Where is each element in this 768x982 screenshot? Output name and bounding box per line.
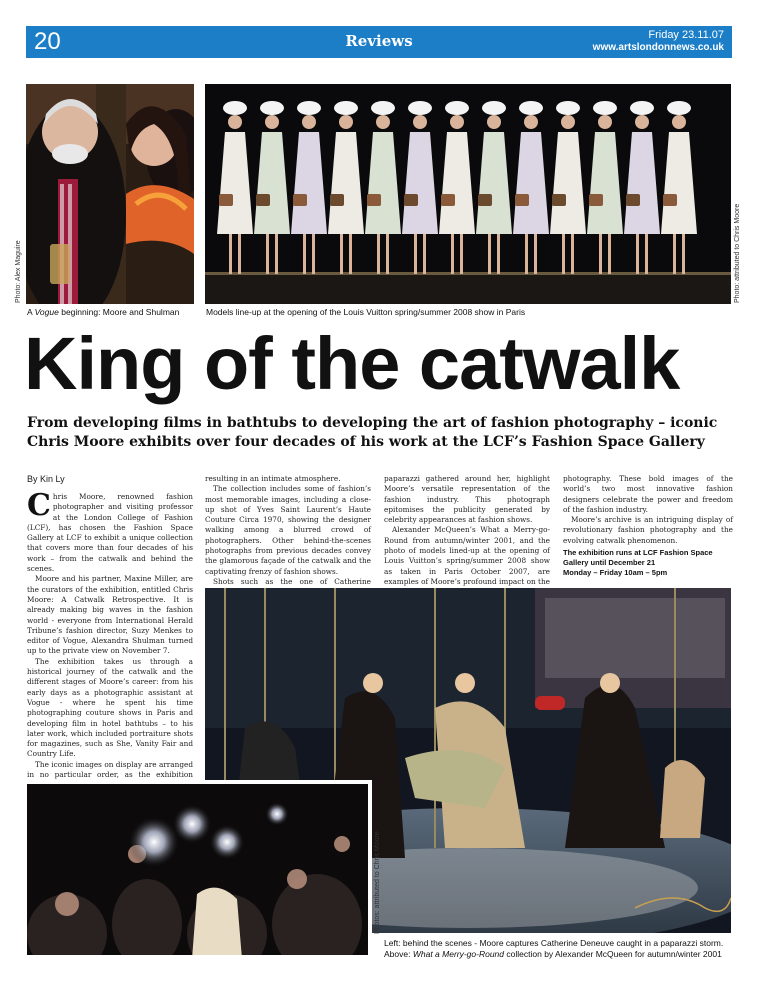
caption-line-1: Left: behind the scenes - Moore captures Catherine Deneuve caught in a paparazzi storm.	[384, 938, 724, 948]
exhibition-dates: Gallery until December 21	[563, 558, 656, 567]
carousel-photo-credit: Photos: attributed to Chris Moore	[374, 831, 381, 934]
portrait-photo	[26, 84, 194, 304]
paragraph: The iconic images on display are arranged in no particular order, as the exhibition	[27, 759, 193, 780]
drop-cap: C	[27, 488, 51, 523]
byline: By Kin Ly	[27, 474, 65, 484]
website-link[interactable]: www.artslondonnews.co.uk	[592, 42, 724, 53]
header-bar	[26, 26, 732, 58]
standfirst: From developing films in bathtubs to developing the art of fashion photography – iconic Chris Moore exhibits over four decades of his work at the LCF’s Fashion Space Gallery	[27, 415, 718, 450]
runway-photo	[205, 84, 731, 304]
carousel-caption	[384, 938, 732, 960]
issue-date: Friday 23.11.07	[648, 29, 724, 41]
paragraph: Shots such as the one of Catherine	[213, 576, 371, 586]
caption-line-2: Above: What a Merry-go-Round collection by Alexander McQueen for autumn/winter 2001	[384, 949, 722, 959]
headline: King of the catwalk	[24, 322, 680, 405]
paragraph: Alexander McQueen’s What a Merry-go-Round from autumn/winter 2001, and the photo of models lined-up at the opening of Louis Vuitton’s spring/summer 2008 show as taken in Paris October 2007, are examples of Moore’s profound impact on the	[384, 525, 550, 586]
runway-caption: Models line-up at the opening of the Louis Vuitton spring/summer 2008 show in Paris	[206, 307, 526, 317]
paparazzi-photo	[27, 780, 372, 955]
header-info	[593, 29, 724, 54]
paragraph: Chris Moore, renowned fashion photographer and visiting professor at the London College of Fashion (LCF), has chosen the Fashion Space Gallery at LCF to exhibit a unique collection that covers more than four decades of his work – from the catwalk and behind the scenes.	[27, 488, 193, 574]
paparazzi-photo-image	[27, 784, 372, 955]
paragraph: paparazzi gathered around her, highlight Moore’s versatile representation of the fashion industry. This photograph epitomises the publicity generated by celebrity appearances at fashion shows.	[384, 474, 550, 525]
article-column-1	[27, 488, 193, 822]
page-number: 20	[34, 28, 61, 55]
article-column-4	[563, 474, 733, 546]
exhibition-hours: Monday – Friday 10am – 5pm	[563, 568, 668, 577]
paragraph: The collection includes some of fashion’s most memorable images, including a close-up shot of Yves Saint Laurent’s Haute Couture Circa 1970, showing the designer walking among a blurred crowd of photographers. Other behind-the-scenes photographs from previous decades convey the glamorous façade of the catwalk and the captivating frenzy of fashion shows.	[205, 484, 371, 576]
article-column-3	[384, 474, 550, 598]
paragraph: The exhibition takes us through a historical journey of the catwalk and the different stages of Moore’s career: from his early days as a photographic assistant at Vogue - where he spent his time photographing couture shows in Paris and developing film in hotel bathtubs – to his later work, which included portraiture shots for magazines, such as She, Vanity Fair and Country Life.	[27, 656, 193, 759]
paragraph: Moore and his partner, Maxine Miller, are the curators of the exhibition, entitled Chris Moore: A Catwalk Retrospective. It is already making big waves in the fashion world - everyone from International Herald Tribune’s fashion director, Suzy Menkes to editor of Vogue, Alexandra Shulman turned up to the private view on November 7.	[27, 574, 193, 656]
section-title: Reviews	[345, 32, 413, 50]
portrait-caption: A Vogue beginning: Moore and Shulman	[27, 307, 180, 317]
exhibition-info	[563, 548, 733, 578]
paragraph: resulting in an intimate atmosphere.	[205, 474, 341, 483]
runway-photo-credit: Photo: attributed to Chris Moore	[734, 203, 741, 303]
portrait-photo-image	[26, 84, 194, 304]
exhibition-venue: The exhibition runs at LCF Fashion Space	[563, 548, 713, 557]
paragraph: Moore’s archive is an intriguing display of revolutionary fashion photography and the evolving catwalk phenomenon.	[563, 515, 733, 545]
portrait-photo-credit: Photo: Alex Maguire	[15, 240, 22, 303]
paragraph: photography. These bold images of the world’s two most innovative fashion designers celebrate the power and freedom of the fashion industry.	[563, 474, 733, 514]
runway-photo-image	[205, 84, 731, 304]
